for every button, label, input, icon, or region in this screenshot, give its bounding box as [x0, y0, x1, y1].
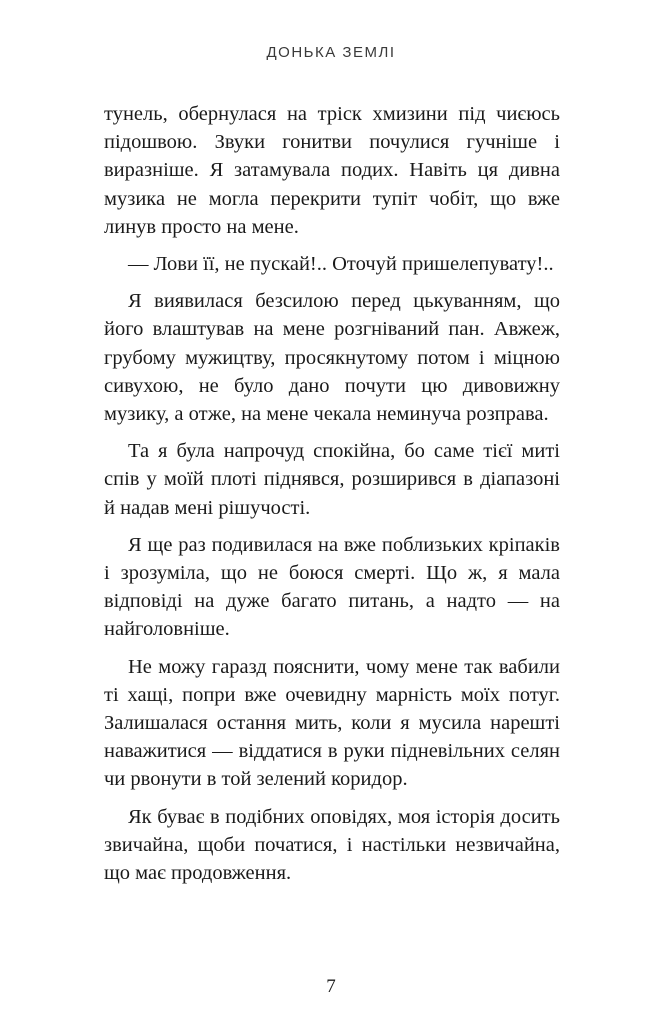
paragraph-5: Я ще раз подивилася на вже поблизьких кріпаків і зрозуміла, що не боюся смерті. Що ж, я мала відповіді на дуже багато питань, а надто — на найголовніше. [104, 533, 560, 641]
paragraph-2-dialogue: — Лови її, не пускай!.. Оточуй пришелепувату!.. [128, 253, 554, 276]
running-header: ДОНЬКА ЗЕМЛІ [266, 44, 396, 61]
paragraph-4: Та я була напрочуд спокійна, бо саме тієї миті спів у моїй плоті піднявся, розширився в діапазоні й надав мені рішучості. [104, 440, 560, 519]
body-text [104, 100, 560, 896]
paragraph-6: Не можу гаразд пояснити, чому мене так вабили ті хащі, попри вже очевидну марність моїх потуг. Залишалася остання мить, коли я мусила нарешті наважитися — віддатися в руки підневільних селян чи рвонути в той зелений коридор. [104, 655, 560, 791]
paragraph-7: Як буває в подібних оповідях, моя історія досить звичайна, щоби початися, і настільки незвичайна, що має продовження. [104, 805, 560, 885]
paragraph-1: тунель, обернулася на тріск хмизини під чиєюсь підошвою. Звуки гонитви почулися гучніше і виразніше. Я затамувала подих. Навіть ця дивна музика не могла перекрити тупіт чобіт, що вже линув просто на мене. [104, 103, 560, 238]
paragraph-3: Я виявилася безсилою перед цькуванням, що його влаштував на мене розгніваний пан. Авжеж, грубому мужицтву, просякнутому потом і міцною сивухою, не було дано почути цю дивовижну музику, а отже, на мене чекала неминуча розправа. [104, 290, 560, 426]
page-number: 7 [326, 976, 336, 997]
